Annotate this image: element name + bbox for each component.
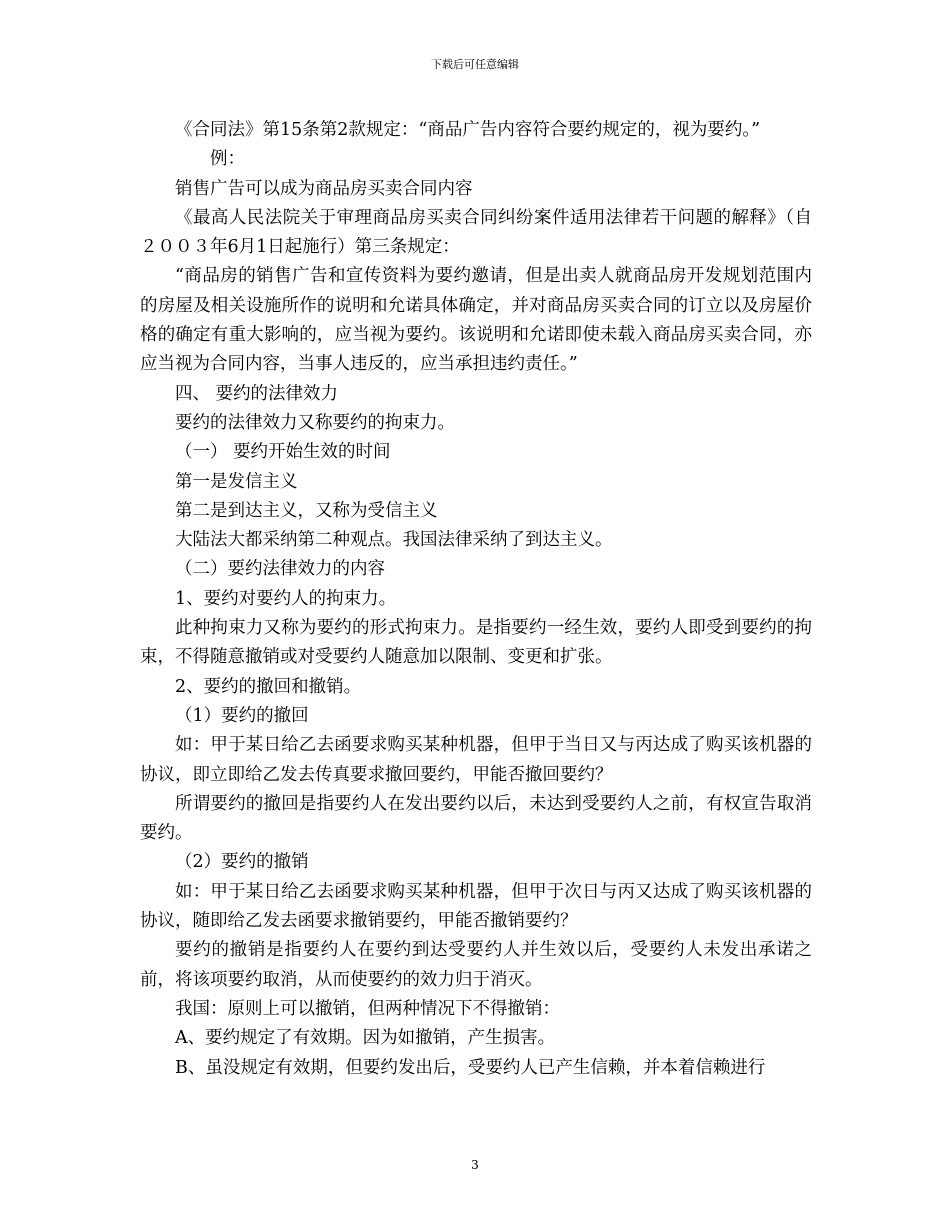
page-number: 3 xyxy=(471,1158,479,1172)
paragraph-10: 第二是到达主义，又称为受信主义 xyxy=(175,500,438,521)
paragraph-16: （1）要约的撤回 xyxy=(175,705,309,726)
paragraph-7: 要约的法律效力又称要约的拘束力。 xyxy=(175,412,455,433)
paragraph-24: B、虽没规定有效期，但要约发出后，受要约人已产生信赖，并本着信赖进行 xyxy=(175,1057,766,1078)
paragraph-20: 如：甲于某日给乙去函要求购买某种机器，但甲于次日与丙又达成了购买该机器的协议，随即给乙发去函要求撤销要约，甲能否撤销要约？ xyxy=(140,881,812,932)
paragraph-9: 第一是发信主义 xyxy=(175,471,298,492)
paragraph-12: （二）要约法律效力的内容 xyxy=(175,559,385,580)
paragraph-23: A、要约规定了有效期。因为如撤销，产生损害。 xyxy=(175,1028,556,1049)
paragraph-3: 销售广告可以成为商品房买卖合同内容 xyxy=(175,178,473,199)
paragraph-1: 《合同法》第15条第2款规定：“商品广告内容符合要约规定的，视为要约。” xyxy=(175,120,761,140)
paragraph-14: 此种拘束力又称为要约的形式拘束力。是指要约一经生效，要约人即受到要约的拘束，不得随意撤销或对受要约人随意加以限制、变更和扩张。 xyxy=(140,618,812,668)
paragraph-4: 《最高人民法院关于审理商品房买卖合同纠纷案件适用法律若干问题的解释》（自２００３年6月1日起施行）第三条规定： xyxy=(140,207,812,258)
page-header: 下载后可任意编辑 xyxy=(431,58,519,71)
document-body xyxy=(140,116,812,1083)
paragraph-18: 所谓要约的撤回是指要约人在发出要约以后，未达到受要约人之前，有权宣告取消要约。 xyxy=(140,793,812,844)
paragraph-21: 要约的撤销是指要约人在要约到达受要约人并生效以后，受要约人未发出承诺之前，将该项要约取消，从而使要约的效力归于消灭。 xyxy=(140,940,812,990)
paragraph-17: 如：甲于某日给乙去函要求购买某种机器，但甲于当日又与丙达成了购买该机器的协议，即立即给乙发去传真要求撤回要约，甲能否撤回要约？ xyxy=(140,735,812,785)
paragraph-2: 例： xyxy=(210,149,245,170)
paragraph-19: （2）要约的撤销 xyxy=(175,852,309,873)
paragraph-15: 2、要约的撤回和撤销。 xyxy=(175,676,362,697)
paragraph-13: 1、要约对要约人的拘束力。 xyxy=(175,588,397,609)
paragraph-6: 四、 要约的法律效力 xyxy=(175,383,339,404)
paragraph-8: （一） 要约开始生效的时间 xyxy=(175,442,391,463)
paragraph-5: “商品房的销售广告和宣传资料为要约邀请，但是出卖人就商品房开发规划范围内的房屋及相关设施所作的说明和允诺具体确定，并对商品房买卖合同的订立以及房屋价格的确定有重大影响的，应当视为要约。该说明和允诺即使未载入商品房买卖合同，亦应当视为合同内容，当事人违反的，应当承担违约责任。” xyxy=(140,266,812,375)
paragraph-11: 大陆法大都采纳第二种观点。我国法律采纳了到达主义。 xyxy=(175,530,613,551)
paragraph-22: 我国：原则上可以撤销，但两种情况下不得撤销： xyxy=(175,998,560,1019)
